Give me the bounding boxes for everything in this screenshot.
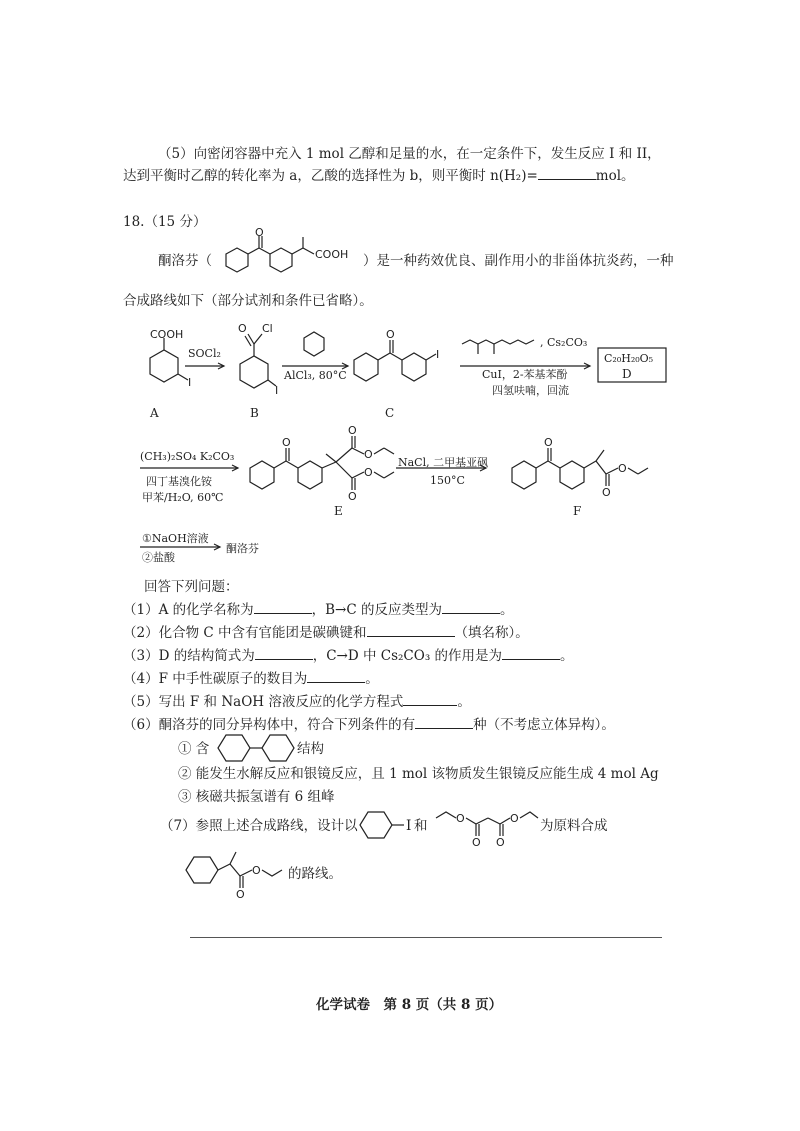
answer-blank[interactable] xyxy=(538,167,596,180)
svg-text:O: O xyxy=(252,864,261,877)
b-label: B xyxy=(250,406,259,420)
biphenyl-structure xyxy=(210,728,306,768)
q7-end: 的路线。 xyxy=(288,866,342,882)
scheme-row-1 xyxy=(120,320,800,430)
page-footer: 化学试卷 第 8 页（共 8 页） xyxy=(316,997,503,1013)
r5-temperature: 150°C xyxy=(430,474,465,487)
svg-text:O: O xyxy=(348,424,357,437)
q18-header: 18.（15 分） xyxy=(123,214,207,230)
q6: （6）酮洛芬的同分异构体中，符合下列条件的有 种（不考虑立体异构）。 xyxy=(123,717,615,733)
ketoprofen-structure xyxy=(208,226,358,280)
svg-text:O: O xyxy=(364,466,373,479)
r4-reagents: (CH₃)₂SO₄ K₂CO₃ xyxy=(140,450,235,463)
r6-step2: ②盐酸 xyxy=(142,551,175,564)
q5: （5）写出 F 和 NaOH 溶液反应的化学方程式 。 xyxy=(123,694,471,710)
svg-text:O: O xyxy=(348,490,357,503)
a-iodine: I xyxy=(188,376,192,389)
a-label: A xyxy=(150,406,159,420)
q7-iodine: I xyxy=(406,818,412,834)
intro-line2: 合成路线如下（部分试剂和条件已省略）。 xyxy=(123,293,373,309)
r4-solvent: 甲苯/H₂O, 60℃ xyxy=(142,491,224,504)
svg-text:O: O xyxy=(236,888,245,901)
r5-reagents: NaCl, 二甲基亚砜 xyxy=(398,456,489,469)
r3-catalyst: CuI，2-苯基苯酚 xyxy=(482,368,568,381)
r6-step1: ①NaOH溶液 xyxy=(142,532,209,545)
questions-prompt: 回答下列问题： xyxy=(144,579,239,595)
intro-right: ）是一种药效优良、副作用小的非甾体抗炎药，一种 xyxy=(363,253,674,269)
q1: （1）A 的化学名称为 ，B→C 的反应类型为 。 xyxy=(123,602,514,618)
cond3: ③ 核磁共振氢谱有 6 组峰 xyxy=(178,789,335,805)
r6-product: 酮洛芬 xyxy=(226,542,259,555)
r3-base: , Cs₂CO₃ xyxy=(540,336,588,349)
r4-catalyst: 四丁基溴化铵 xyxy=(146,475,212,488)
a-cooh: COOH xyxy=(150,328,184,341)
svg-text:O: O xyxy=(364,448,373,461)
ketoprofen-cooh: COOH xyxy=(315,248,349,261)
footer-divider xyxy=(190,937,662,938)
svg-text:O: O xyxy=(472,836,481,849)
svg-text:O: O xyxy=(510,812,519,825)
e-label: E xyxy=(334,504,343,518)
b-chlorine: Cl xyxy=(262,322,273,335)
d-formula: C₂₀H₂₀O₅ xyxy=(604,352,654,365)
malonate-structure xyxy=(430,798,540,848)
cond1-prefix: ① 含 xyxy=(178,741,210,757)
ketoprofen-o: O xyxy=(255,226,264,239)
c-iodine: I xyxy=(436,348,440,361)
svg-text:O: O xyxy=(456,812,465,825)
f-label: F xyxy=(573,504,582,518)
q7-prefix: （7）参照上述合成路线，设计以 xyxy=(160,818,358,834)
b-oxygen: O xyxy=(238,322,247,335)
r1-reagent: SOCl₂ xyxy=(188,347,221,360)
b-iodine: I xyxy=(275,384,279,397)
q7-suffix: 为原料合成 xyxy=(540,818,608,834)
d-label: D xyxy=(622,367,632,381)
svg-text:O: O xyxy=(544,436,553,449)
svg-text:O: O xyxy=(618,462,627,475)
q4: （4）F 中手性碳原子的数目为 。 xyxy=(123,671,379,687)
r3-solvent: 四氢呋喃，回流 xyxy=(492,384,569,397)
cond2: ② 能发生水解反应和银镜反应，且 1 mol 该物质发生银镜反应能生成 4 mol Ag xyxy=(178,766,659,782)
q17-5-line2: 达到平衡时乙醇的转化率为 a，乙酸的选择性为 b，则平衡时 n(H₂)= mol。 xyxy=(123,168,635,184)
r2-conditions: AlCl₃, 80°C xyxy=(284,369,347,382)
intro-left: 酮洛芬（ xyxy=(158,253,212,269)
svg-text:O: O xyxy=(282,436,291,449)
target-ester-structure xyxy=(180,844,290,900)
cond1-suffix: 结构 xyxy=(297,741,324,757)
svg-text:O: O xyxy=(602,486,611,499)
q2: （2）化合物 C 中含有官能团是碳碘键和 （填名称）。 xyxy=(123,625,529,641)
c-oxygen: O xyxy=(386,328,395,341)
q3: （3）D 的结构简式为 ，C→D 中 Cs₂CO₃ 的作用是为 。 xyxy=(123,648,574,664)
svg-text:O: O xyxy=(496,836,505,849)
q17-5-line1: （5）向密闭容器中充入 1 mol 乙醇和足量的水，在一定条件下，发生反应 I 和 II， xyxy=(158,146,661,162)
q7-and: 和 xyxy=(414,818,428,834)
c-label: C xyxy=(385,406,395,420)
